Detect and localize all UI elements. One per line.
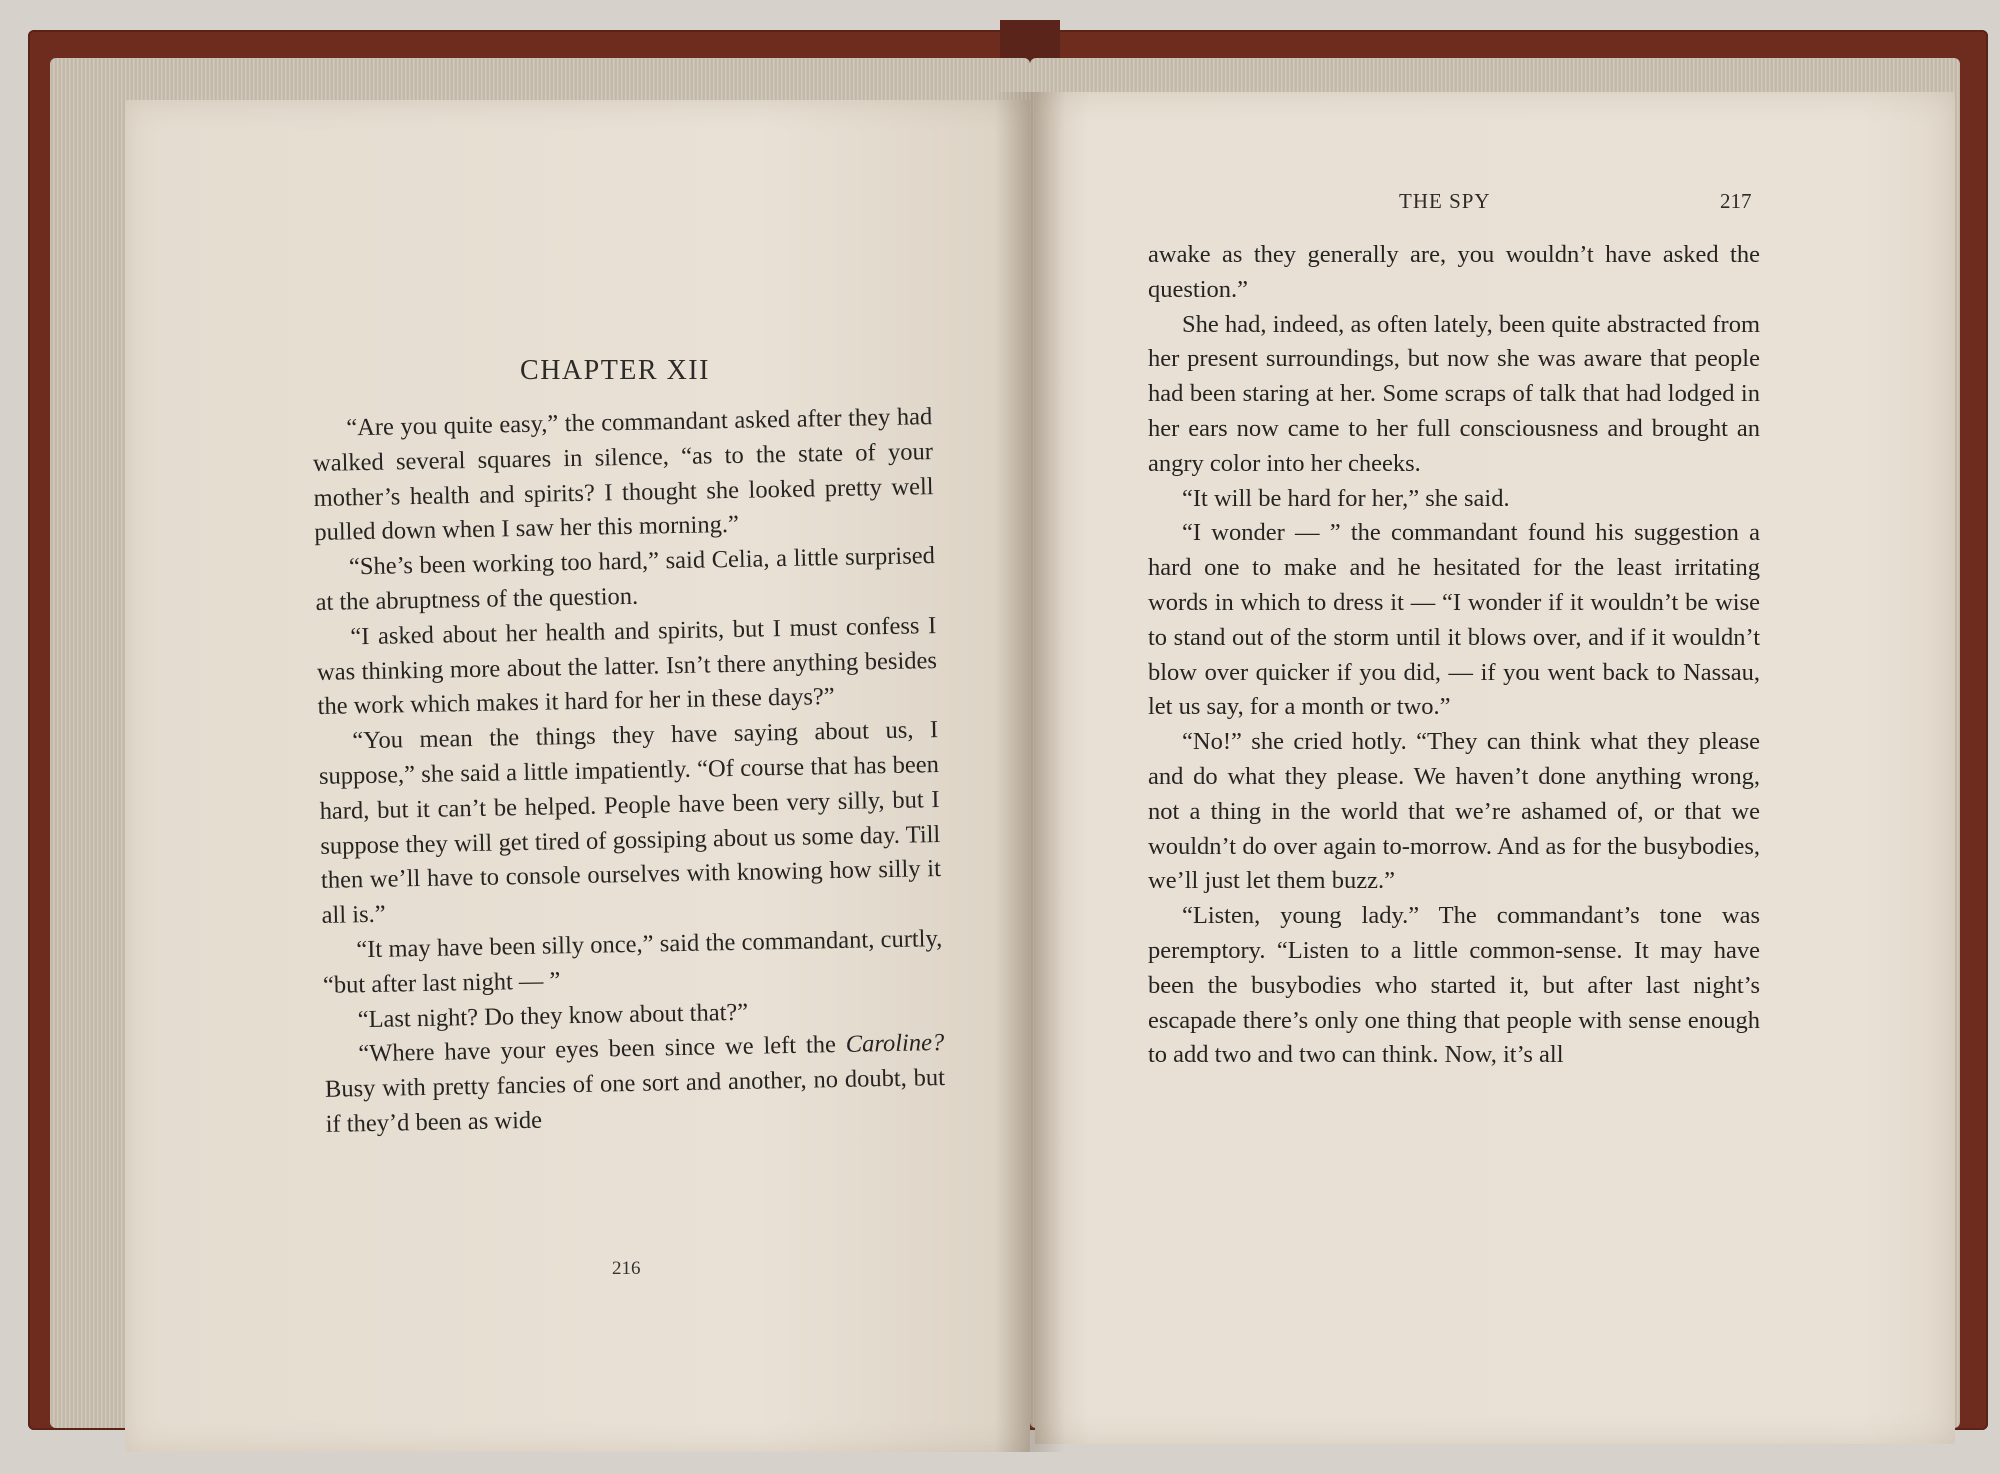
running-head: THE SPY <box>1399 189 1491 213</box>
paragraph: “It will be hard for her,” she said. <box>1182 484 1510 512</box>
paragraph: “I wonder — ” the commandant found his suggestion a hard one to make and he hesitated for the least irritating words in which to dress it — “I wonder if it wouldn’t be wise to stand out of the storm until it blows over, and if it wouldn’t blow over quicker if you did, — if you went back to Nassau, let us say, for a month or two.” <box>1148 519 1760 721</box>
paragraph <box>324 1026 946 1142</box>
gutter-shadow <box>995 92 1065 1452</box>
right-page-text <box>1148 238 1760 1073</box>
paragraph: “Last night? Do they know about that?” <box>357 998 749 1033</box>
paragraph: “I asked about her health and spirits, but I must confess I was thinking more about the latter. Isn’t there anything besides the work which makes it hard for her in these days?” <box>316 611 938 721</box>
left-page-text <box>312 400 946 1143</box>
chapter-title: CHAPTER XII <box>520 355 710 386</box>
paragraph: “You mean the things they have saying about us, I suppose,” she said a little impatiently. “Of course that has been hard, but it can’t be helped. People have been very silly, but I suppose they will get tired of gossiping about us some day. Till then we’ll have to console ourselves with knowing how silly it all is.” <box>318 716 942 930</box>
paragraph: “She’s been working too hard,” said Celia, a little surprised at the abruptness of the question. <box>315 542 936 616</box>
paragraph: “Listen, young lady.” The commandant’s tone was peremptory. “Listen to a little common-sense. It may have been the busybodies who started it, but after last night’s escapade there’s only one thing that people with sense enough to add two and two can think. Now, it’s all <box>1148 902 1760 1069</box>
paragraph-end: Busy with pretty fancies of one sort and another, no doubt, but if they’d been as wide <box>324 1064 946 1138</box>
paragraph: awake as they generally are, you wouldn’t have asked the question.” <box>1148 241 1760 303</box>
paragraph: She had, indeed, as often lately, been quite abstracted from her present surroundings, but now she was aware that people had been staring at her. Some scraps of talk that had lodged in her ears now came to her full consciousness and brought an angry color into her cheeks. <box>1148 310 1760 477</box>
paragraph: “Are you quite easy,” the commandant asked after they had walked several squares in silence, “as to the state of your mother’s health and spirits? I thought she looked pretty well pulled down when I saw her this morning.” <box>312 403 934 547</box>
page-number-right: 217 <box>1720 189 1752 213</box>
paragraph: “It may have been silly once,” said the commandant, curtly, “but after last night — ” <box>322 924 943 999</box>
paragraph: “No!” she cried hotly. “They can think what they please and do what they please. We haven’t done anything wrong, not a thing in the world that we’re ashamed of, or that we wouldn’t do over again to-morrow. And as for the busybodies, we’ll just let them buzz.” <box>1148 728 1760 895</box>
ship-name: Caroline? <box>845 1029 945 1059</box>
page-number-left: 216 <box>612 1258 641 1279</box>
paragraph-start: “Where have your eyes been since we left the <box>358 1031 837 1068</box>
